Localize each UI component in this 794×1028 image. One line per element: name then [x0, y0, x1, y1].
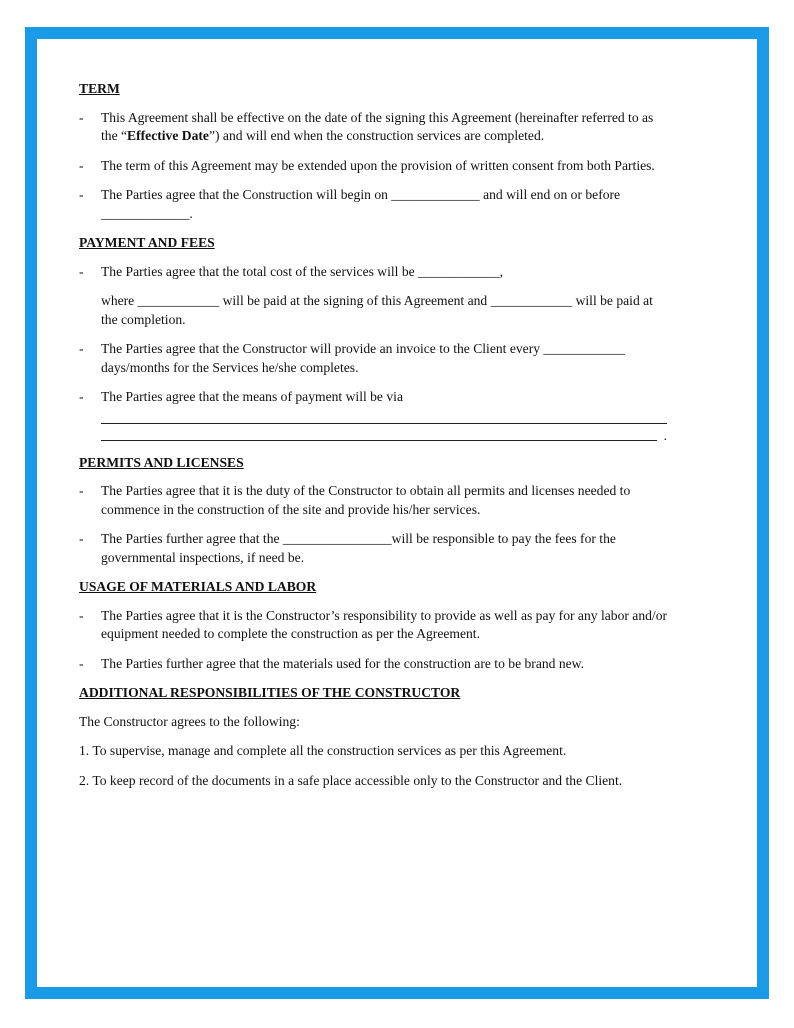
- term-clause-text-pre: This Agreement shall be effective on the date of the signing this Agreement (hereinafter referred to as the “: [101, 109, 654, 143]
- payment-clause-text: The Parties agree that the Constructor will provide an invoice to the Client every ____________ days/months for the Services he/she completes.: [101, 341, 625, 375]
- payment-clause-invoice: [79, 340, 669, 377]
- bullet-dash: -: [79, 109, 84, 125]
- usage-clause-materials: [79, 655, 669, 674]
- term-clause-text: The Parties agree that the Construction will begin on _____________ and will end on or before _____________.: [101, 187, 621, 221]
- term-clause-effective-date: [79, 109, 669, 146]
- effective-date-term: Effective Date: [127, 128, 209, 143]
- payment-clause-means: [79, 388, 669, 407]
- bullet-dash: -: [79, 187, 84, 202]
- blank-line: [101, 424, 657, 441]
- term-clause-extension: [79, 157, 669, 176]
- bullet-dash: -: [79, 483, 84, 498]
- permits-clause-fees: [79, 530, 669, 567]
- payment-clause-total-cost: [79, 263, 669, 282]
- section-heading-usage: USAGE OF MATERIALS AND LABOR: [79, 579, 317, 594]
- document-page: [79, 80, 669, 801]
- section-heading-term: TERM: [79, 81, 120, 96]
- bullet-dash: -: [79, 157, 84, 173]
- blank-line-period: .: [663, 428, 667, 443]
- permits-clause-text: The Parties further agree that the ________________will be responsible to pay the fees for the governmental inspections, if need be.: [101, 531, 616, 565]
- bullet-dash: -: [79, 531, 84, 546]
- permits-clause-text: The Parties agree that it is the duty of the Constructor to obtain all permits and licenses needed to commence in the construction of the site and provide his/her services.: [101, 483, 631, 517]
- bullet-dash: -: [79, 263, 84, 279]
- section-heading-additional: ADDITIONAL RESPONSIBILITIES OF THE CONSTRUCTOR: [79, 685, 461, 700]
- payment-clause-text: The Parties agree that the means of payment will be via: [101, 389, 403, 404]
- bullet-dash: -: [79, 389, 84, 404]
- additional-intro: The Constructor agrees to the following:: [79, 713, 300, 729]
- term-clause-construction-dates: [79, 186, 669, 223]
- usage-clause-text: The Parties further agree that the materials used for the construction are to be brand new.: [101, 655, 585, 671]
- section-heading-payment: PAYMENT AND FEES: [79, 235, 215, 250]
- payment-means-blank-lines: [79, 407, 669, 441]
- bullet-dash: -: [79, 655, 84, 671]
- payment-clause-schedule: where ____________ will be paid at the signing of this Agreement and ____________ will be paid at the completion.: [101, 293, 653, 327]
- additional-item-2: 2. To keep record of the documents in a safe place accessible only to the Constructor and the Client.: [79, 772, 623, 788]
- section-heading-permits: PERMITS AND LICENSES: [79, 454, 244, 470]
- additional-item-1: 1. To supervise, manage and complete all the construction services as per this Agreement.: [79, 743, 567, 758]
- payment-clause-text: The Parties agree that the total cost of the services will be ____________,: [101, 263, 504, 279]
- usage-clause-responsibility: [79, 607, 669, 644]
- blank-line: [101, 407, 667, 424]
- bullet-dash: -: [79, 607, 84, 623]
- usage-clause-text: The Parties agree that it is the Constructor’s responsibility to provide as well as pay for any labor and/or equipment needed to complete the construction as per the Agreement.: [101, 607, 668, 641]
- term-clause-text-post: ”) and will end when the construction services are completed.: [208, 128, 545, 143]
- term-clause-text: The term of this Agreement may be extended upon the provision of written consent from both Parties.: [101, 157, 655, 173]
- permits-clause-duty: [79, 482, 669, 519]
- bullet-dash: -: [79, 341, 84, 356]
